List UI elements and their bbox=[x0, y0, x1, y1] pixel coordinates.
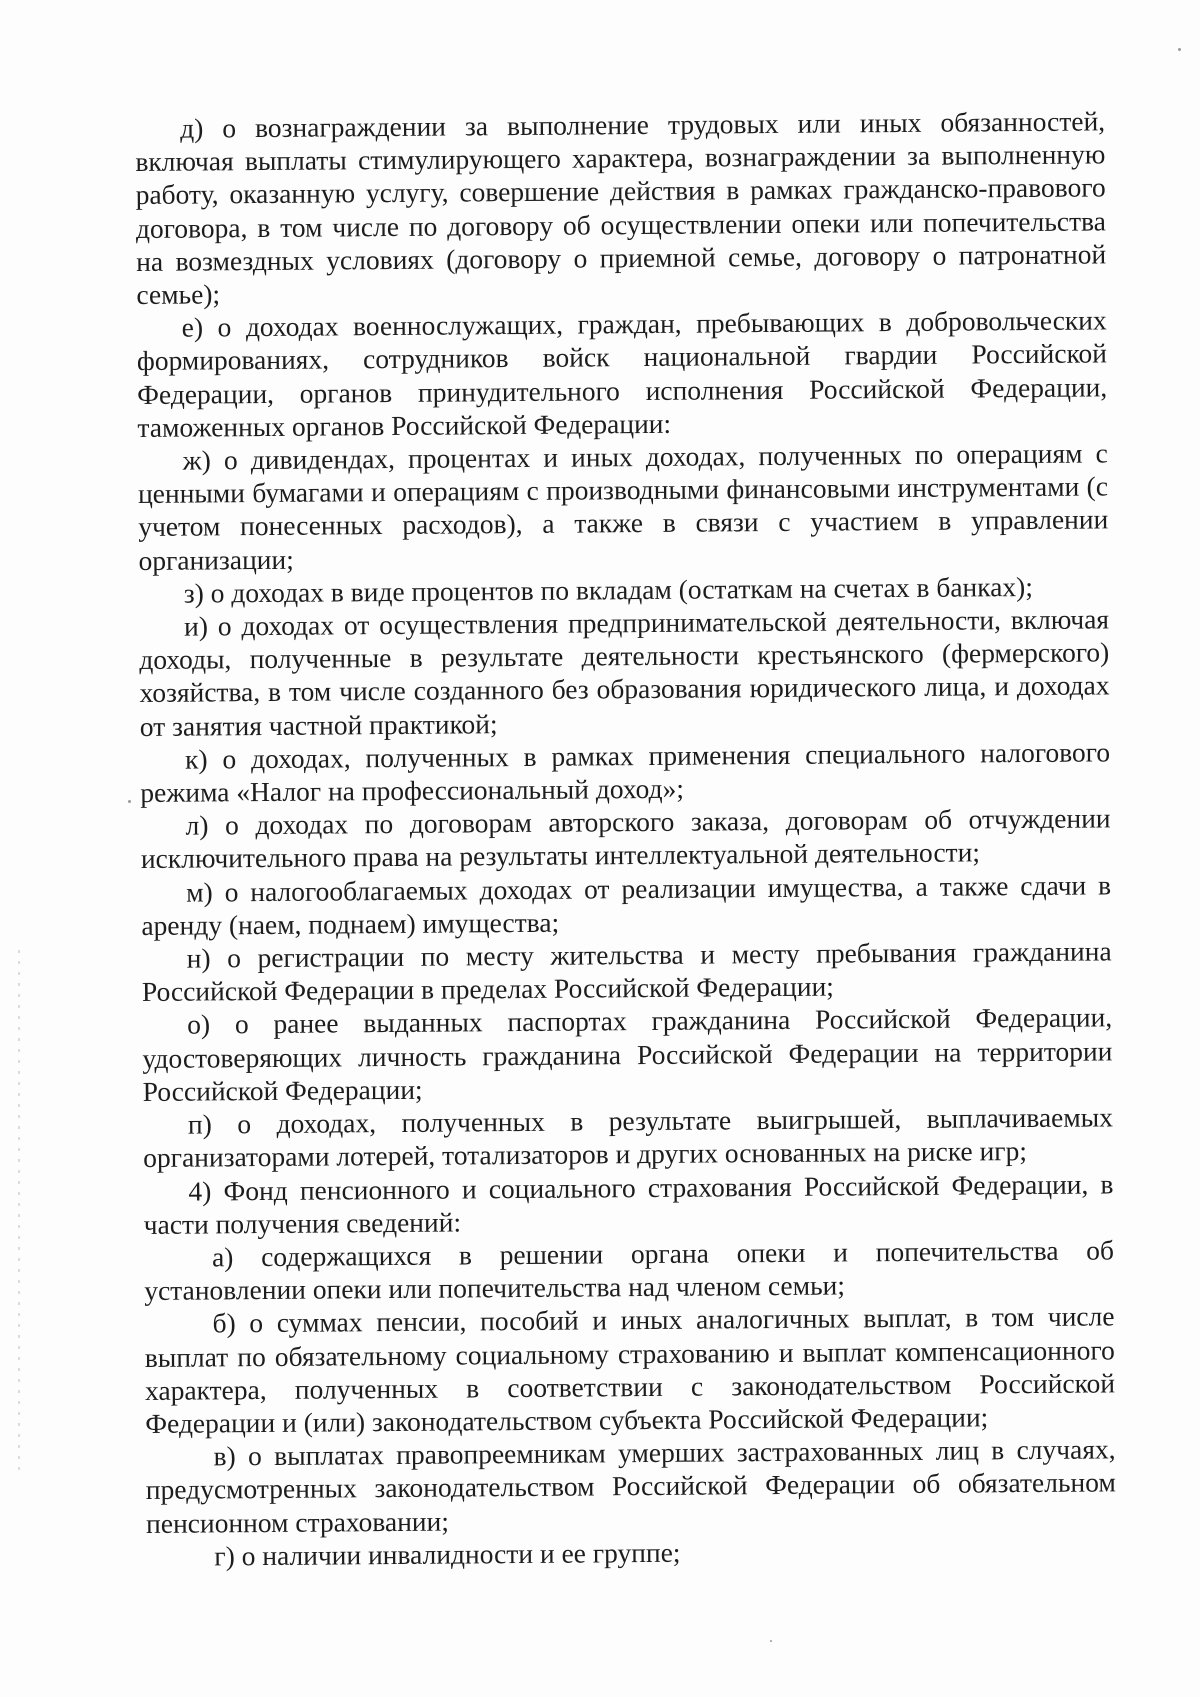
paragraph-zh: ж) о дивидендах, процентах и иных доходах, полученных по операциям с ценными бумагами и операциям с производными финансовыми инструментами (с учетом понесенных расходов), а также в связи с участием в управлении организации; bbox=[137, 437, 1109, 576]
scan-edge-marks bbox=[18, 950, 20, 1470]
paragraph-p: п) о доходах, полученных в результате выигрышей, выплачиваемых организаторами лотерей, тотализаторов и других основанных на риске игр; bbox=[143, 1101, 1114, 1174]
document-body bbox=[135, 104, 1116, 1573]
scan-speck bbox=[770, 1640, 772, 1642]
paragraph-e: е) о доходах военнослужащих, граждан, пребывающих в добровольческих формированиях, сотрудников войск национальной гвардии Российской Федерации, органов принудительного исполнения Российской Федерации, таможенных органов Российской Федерации: bbox=[136, 304, 1108, 443]
paragraph-4a: а) содержащихся в решении органа опеки и попечительства об установлении опеки или попечительства над членом семьи; bbox=[144, 1234, 1115, 1307]
paragraph-item-4: 4) Фонд пенсионного и социального страхования Российской Федерации, в части получения сведений: bbox=[143, 1167, 1114, 1240]
paragraph-4v: в) о выплатах правопреемникам умерших застрахованных лиц в случаях, предусмотренных законодательством Российской Федерации об обязательном пенсионном страховании; bbox=[145, 1433, 1116, 1539]
scan-speck bbox=[1178, 48, 1181, 51]
paragraph-4g: г) о наличии инвалидности и ее группе; bbox=[214, 1536, 681, 1572]
paragraph-z: з) о доходах в виде процентов по вкладам (остаткам на счетах в банках); bbox=[183, 570, 1034, 609]
paragraph-n: н) о регистрации по месту жительства и месту пребывания гражданина Российской Федерации в пределах Российской Федерации; bbox=[141, 935, 1112, 1008]
paragraph-i: и) о доходах от осуществления предпринимательской деятельности, включая доходы, полученные в результате деятельности крестьянского (фермерского) хозяйства, в том числе созданного без образования юридического лица, и доходах от занятия частной практикой; bbox=[139, 603, 1110, 742]
paragraph-l: л) о доходах по договорам авторского заказа, договорам об отчуждении исключительного права на результаты интеллектуальной деятельности; bbox=[140, 802, 1111, 875]
paragraph-k: к) о доходах, полученных в рамках применения специального налогового режима «Налог на профессиональный доход»; bbox=[140, 736, 1111, 809]
paragraph-o: о) о ранее выданных паспортах гражданина Российской Федерации, удостоверяющих личность гражданина Российской Федерации на территории Российской Федерации; bbox=[142, 1001, 1113, 1107]
paragraph-4b: б) о суммах пенсии, пособий и иных аналогичных выплат, в том числе выплат по обязательному социальному страхованию и выплат компенсационного характера, полученных в соответствии с законодательством Российской Федерации и (или) законодательством субъекта Российской Федерации; bbox=[144, 1300, 1116, 1439]
paragraph-m: м) о налогооблагаемых доходах от реализации имущества, а также сдачи в аренду (наем, поднаем) имущества; bbox=[141, 869, 1112, 941]
scan-speck bbox=[128, 800, 131, 803]
paragraph-d: д) о вознаграждении за выполнение трудовых или иных обязанностей, включая выплаты стимулирующего характера, вознаграждении за выполненную работу, оказанную услугу, совершение действия в рамках гражданско-правового договора, в том числе по договору об осуществлении опеки или попечительства на возмездных условиях (договору о приемной семье, договору о патронатной семье); bbox=[135, 105, 1107, 311]
